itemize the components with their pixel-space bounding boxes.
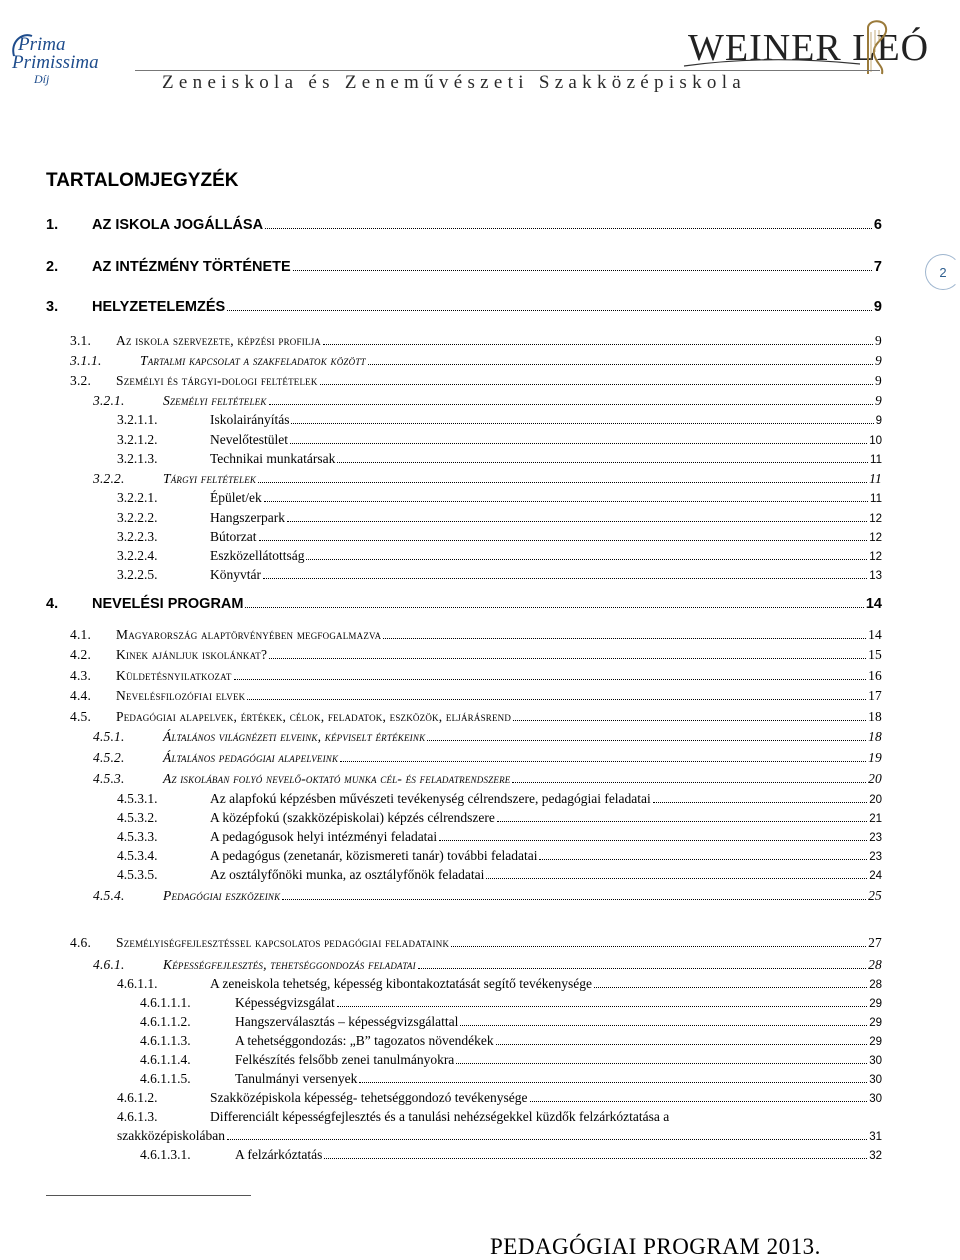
toc-entry[interactable]: [70, 627, 882, 643]
toc-entry-title: Épület/ek: [210, 490, 262, 505]
toc-entry-page: 9: [875, 353, 882, 368]
toc-entry-number: 3.2.2.5.: [117, 567, 158, 582]
toc-entry-title: Pedagógiai eszközeink: [163, 888, 281, 903]
toc-leader-dots: [451, 946, 866, 947]
toc-entry-page: 21: [869, 813, 882, 825]
toc-entry-title: Általános pedagógiai alapelveink: [163, 750, 339, 765]
toc-leader-dots: [539, 859, 867, 860]
toc-entry[interactable]: [93, 750, 882, 766]
toc-leader-dots: [245, 607, 863, 608]
toc-entry-page: 28: [869, 979, 882, 991]
toc-entry-page: 13: [869, 570, 882, 582]
toc-entry-title: Magyarország alaptörvényében megfogalmazva: [116, 627, 382, 642]
toc-entry-page: 29: [869, 1017, 882, 1029]
toc-entry[interactable]: [117, 867, 882, 883]
toc-entry[interactable]: [70, 373, 882, 389]
toc-entry[interactable]: [117, 1090, 882, 1106]
toc-entry-number: 3.2.1.3.: [117, 451, 158, 466]
toc-entry[interactable]: [117, 567, 882, 583]
toc-leader-dots: [324, 1158, 867, 1159]
toc-entry[interactable]: [140, 1147, 882, 1163]
toc-entry-page: 20: [869, 794, 882, 806]
toc-entry-title: Felkészítés felsőbb zenei tanulmányokra: [235, 1052, 455, 1067]
toc-entry[interactable]: [117, 976, 882, 992]
toc-entry[interactable]: [117, 1109, 882, 1125]
toc-entry-title: Küldetésnyilatkozat: [116, 668, 232, 683]
header-divider: [135, 70, 880, 71]
toc-entry[interactable]: [117, 791, 882, 807]
toc-entry-number: 4.6.1.1.5.: [140, 1071, 191, 1086]
toc-leader-dots: [234, 679, 867, 680]
toc-entry-page: 9: [873, 299, 882, 315]
svg-text:Primissima: Primissima: [12, 52, 99, 73]
toc-entry-number: 4.5.: [70, 709, 92, 724]
toc-entry-title: Szakközépiskola képesség- tehetséggondozó tevékenysége: [210, 1090, 528, 1105]
toc-entry-page: 30: [869, 1074, 882, 1086]
toc-entry-number: 3.2.1.1.: [117, 412, 158, 427]
toc-entry-number: 4.5.3.2.: [117, 810, 158, 825]
toc-entry[interactable]: [70, 688, 882, 704]
toc-entry[interactable]: [70, 668, 882, 684]
toc-entry-title: Nevelőtestület: [210, 432, 288, 447]
toc-leader-dots: [269, 404, 873, 405]
toc-entry-title: A pedagógusok helyi intézményi feladatai: [210, 829, 438, 844]
toc-entry[interactable]: [117, 432, 882, 448]
toc-entry-number: 4.5.3.1.: [117, 791, 158, 806]
toc-leader-dots: [247, 699, 866, 700]
footer-divider: [46, 1195, 251, 1196]
toc-entry-title: Differenciált képességfejlesztés és a tanulási nehézségekkel küzdők felzárkóztatása a: [210, 1109, 670, 1124]
toc-entry-title: Az alapfokú képzésben művészeti tevékenység célrendszere, pedagógiai feladatai: [210, 791, 651, 806]
toc-leader-dots: [291, 423, 873, 424]
toc-entry[interactable]: [93, 957, 882, 973]
toc-entry[interactable]: [46, 217, 882, 233]
toc-leader-dots: [497, 821, 867, 822]
toc-leader-dots: [512, 782, 866, 783]
toc-entry-title: Pedagógiai alapelvek, értékek, célok, feladatok, eszközök, eljárásrend: [116, 709, 512, 724]
toc-entry-title: AZ ISKOLA JOGÁLLÁSA: [92, 217, 264, 233]
toc-entry-title: A tehetséggondozás: „B” tagozatos növendékek: [235, 1033, 494, 1048]
toc-entry[interactable]: [117, 412, 882, 428]
toc-leader-dots: [265, 228, 872, 229]
toc-entry-number: 4.6.1.1.2.: [140, 1014, 191, 1029]
toc-leader-dots: [513, 720, 866, 721]
toc-entry-number: 4.6.1.3.1.: [140, 1147, 191, 1162]
toc-entry-number: 4.5.2.: [93, 750, 125, 765]
toc-entry-title: Személyiségfejlesztéssel kapcsolatos pedagógiai feladataink: [116, 935, 450, 950]
toc-entry-page: 9: [875, 415, 882, 427]
toc-entry-page: 7: [873, 259, 882, 275]
harp-icon: [858, 18, 892, 76]
toc-entry[interactable]: [117, 1128, 882, 1144]
toc-entry-number: 4.5.3.5.: [117, 867, 158, 882]
toc-entry-title: Tartalmi kapcsolat a szakfeladatok között: [140, 353, 366, 368]
toc-entry-page: 11: [869, 471, 882, 486]
toc-entry[interactable]: [93, 888, 882, 904]
toc-leader-dots: [337, 1006, 867, 1007]
toc-entry[interactable]: [117, 548, 882, 564]
toc-entry-number: 1.: [46, 217, 59, 233]
toc-entry-title: szakközépiskolában: [117, 1128, 225, 1143]
toc-leader-dots: [287, 521, 867, 522]
toc-leader-dots: [337, 462, 868, 463]
toc-entry-title: A középfokú (szakközépiskolai) képzés célrendszere: [210, 810, 495, 825]
toc-entry-title: Eszközellátottság: [210, 548, 305, 563]
toc-entry[interactable]: [117, 490, 882, 506]
toc-leader-dots: [263, 578, 867, 579]
toc-entry-page: 11: [870, 493, 882, 505]
toc-entry-title: Az iskola szervezete, képzési profilja: [116, 333, 322, 348]
toc-entry-number: 4.6.1.2.: [117, 1090, 158, 1105]
toc-entry-number: 4.6.1.1.4.: [140, 1052, 191, 1067]
toc-entry-title: Az iskolában folyó nevelő-oktató munka cél- és feladatrendszere: [163, 771, 511, 786]
toc-entry-page: 9: [875, 373, 882, 388]
toc-entry-title: Hangszerválasztás – képességvizsgálattal: [235, 1014, 459, 1029]
toc-entry-title: AZ INTÉZMÉNY TÖRTÉNETE: [92, 259, 291, 275]
toc-entry-number: 4.2.: [70, 647, 92, 662]
toc-entry-number: 3.: [46, 299, 59, 315]
school-name: Zeneiskola és Zeneművészeti Szakközépiskola: [162, 72, 747, 93]
toc-entry-page: 11: [870, 454, 882, 466]
toc-entry[interactable]: [70, 647, 882, 663]
toc-entry-title: Iskolairányítás: [210, 412, 290, 427]
toc-entry[interactable]: [93, 729, 882, 745]
toc-leader-dots: [269, 658, 866, 659]
toc-entry[interactable]: [117, 529, 882, 545]
toc-entry-number: 4.6.1.1.: [117, 976, 158, 991]
toc-leader-dots: [653, 802, 867, 803]
toc-entry-number: 4.5.3.3.: [117, 829, 158, 844]
document-title: TARTALOMJEGYZÉK: [46, 170, 239, 191]
toc-leader-dots: [227, 1139, 867, 1140]
toc-entry-number: 4.6.1.1.3.: [140, 1033, 191, 1048]
toc-entry-page: 29: [869, 1036, 882, 1048]
toc-entry-title: Nevelésfilozófiai elvek: [116, 688, 246, 703]
toc-leader-dots: [418, 968, 866, 969]
toc-entry-number: 4.5.3.: [93, 771, 125, 786]
toc-leader-dots: [258, 482, 867, 483]
toc-entry[interactable]: [46, 596, 882, 612]
toc-entry-title: HELYZETELEMZÉS: [92, 299, 226, 315]
toc-entry[interactable]: [140, 995, 882, 1011]
toc-entry-page: 14: [868, 627, 882, 642]
toc-entry-title: A pedagógus (zenetanár, közismereti tanár) további feladatai: [210, 848, 538, 863]
toc-entry[interactable]: [46, 299, 882, 315]
toc-entry-page: 16: [868, 668, 882, 683]
toc-entry-page: 25: [868, 888, 882, 903]
toc-entry-number: 4.6.1.3.: [117, 1109, 158, 1124]
toc-entry[interactable]: [117, 510, 882, 526]
toc-entry[interactable]: [70, 333, 882, 349]
weiner-leo-logo: WEINER LEÓ: [688, 26, 929, 70]
toc-entry-number: 3.2.2.1.: [117, 490, 158, 505]
toc-entry-title: Képességfejlesztés, tehetséggondozás feladatai: [163, 957, 416, 972]
toc-entry-title: Általános világnézeti elveink, képviselt értékeink: [163, 729, 426, 744]
toc-entry-number: 3.2.2.3.: [117, 529, 158, 544]
toc-entry-page: 19: [868, 750, 882, 765]
toc-entry-page: 30: [869, 1093, 882, 1105]
toc-entry-number: 3.2.1.: [93, 393, 125, 408]
toc-leader-dots: [594, 987, 867, 988]
toc-leader-dots: [496, 1044, 868, 1045]
svg-text:Díj: Díj: [34, 72, 50, 86]
toc-entry[interactable]: [140, 1071, 882, 1087]
toc-entry-page: 15: [868, 647, 882, 662]
toc-entry-page: 20: [868, 771, 882, 786]
toc-leader-dots: [340, 761, 866, 762]
toc-entry-page: 23: [869, 832, 882, 844]
toc-leader-dots: [439, 840, 867, 841]
toc-entry-number: 4.5.1.: [93, 729, 125, 744]
toc-entry-title: Tanulmányi versenyek: [235, 1071, 358, 1086]
toc-entry[interactable]: [140, 1033, 882, 1049]
toc-entry-title: Könyvtár: [210, 567, 261, 582]
toc-entry-page: 9: [875, 393, 882, 408]
toc-entry[interactable]: [93, 471, 882, 487]
toc-entry-page: 12: [869, 513, 882, 525]
toc-entry-number: 4.: [46, 596, 59, 612]
toc-entry[interactable]: [140, 1014, 882, 1030]
toc-entry-title: NEVELÉSI PROGRAM: [92, 596, 244, 612]
toc-entry-number: 4.4.: [70, 688, 92, 703]
toc-leader-dots: [282, 899, 866, 900]
toc-entry-number: 3.1.1.: [70, 353, 102, 368]
toc-leader-dots: [320, 384, 873, 385]
toc-entry[interactable]: [93, 771, 882, 787]
toc-entry-number: 4.6.: [70, 935, 92, 950]
toc-leader-dots: [323, 344, 873, 345]
toc-leader-dots: [368, 364, 873, 365]
toc-entry-number: 4.5.3.4.: [117, 848, 158, 863]
toc-entry-number: 4.6.1.1.1.: [140, 995, 191, 1010]
toc-leader-dots: [227, 310, 872, 311]
toc-entry[interactable]: [117, 848, 882, 864]
toc-entry-page: 12: [869, 551, 882, 563]
toc-entry-page: 9: [875, 333, 882, 348]
toc-leader-dots: [486, 878, 867, 879]
toc-entry-page: 31: [869, 1131, 882, 1143]
toc-entry-number: 3.2.: [70, 373, 92, 388]
toc-entry[interactable]: [70, 709, 882, 725]
toc-entry-title: Technikai munkatársak: [210, 451, 336, 466]
toc-leader-dots: [264, 501, 868, 502]
toc-leader-dots: [456, 1063, 867, 1064]
toc-entry-title: Bútorzat: [210, 529, 257, 544]
toc-leader-dots: [290, 443, 867, 444]
toc-entry-page: 32: [869, 1150, 882, 1162]
toc-entry-title: Személyi és tárgyi-dologi feltételek: [116, 373, 318, 388]
toc-entry-number: 4.3.: [70, 668, 92, 683]
toc-entry-number: 3.1.: [70, 333, 92, 348]
toc-entry-page: 30: [869, 1055, 882, 1067]
toc-entry[interactable]: [93, 393, 882, 409]
toc-leader-dots: [383, 638, 866, 639]
toc-entry-page: 24: [869, 870, 882, 882]
toc-entry[interactable]: [117, 451, 882, 467]
toc-entry[interactable]: [140, 1052, 882, 1068]
svg-text:Prima: Prima: [18, 34, 66, 55]
page-number: 2: [925, 254, 960, 290]
toc-entry-page: 29: [869, 998, 882, 1010]
toc-entry-number: 4.1.: [70, 627, 92, 642]
toc-entry-page: 10: [869, 435, 882, 447]
toc-entry-number: 4.5.4.: [93, 888, 125, 903]
toc-entry-title: Kinek ajánljuk iskolánkat?: [116, 647, 268, 662]
toc-entry-number: 3.2.2.4.: [117, 548, 158, 563]
toc-entry-title: Tárgyi feltételek: [163, 471, 257, 486]
toc-entry-page: 14: [865, 596, 882, 612]
prima-primissima-logo: [8, 28, 113, 88]
toc-entry-title: A zeneiskola tehetség, képesség kibontakoztatását segítő tevékenysége: [210, 976, 592, 991]
toc-entry-number: 3.2.1.2.: [117, 432, 158, 447]
toc-entry-page: 27: [868, 935, 882, 950]
toc-entry-page: 18: [868, 729, 882, 744]
toc-leader-dots: [306, 559, 867, 560]
toc-entry-page: 23: [869, 851, 882, 863]
toc-entry-page: 28: [868, 957, 882, 972]
footer-title: PEDAGÓGIAI PROGRAM 2013.: [490, 1234, 821, 1259]
toc-entry[interactable]: [70, 935, 882, 951]
toc-leader-dots: [359, 1082, 867, 1083]
toc-entry-number: 3.2.2.: [93, 471, 125, 486]
toc-entry-title: Személyi feltételek: [163, 393, 267, 408]
toc-entry-page: 18: [868, 709, 882, 724]
toc-leader-dots: [427, 740, 866, 741]
toc-entry-title: Képességvizsgálat: [235, 995, 335, 1010]
toc-entry[interactable]: [70, 353, 882, 369]
toc-entry-page: 17: [868, 688, 882, 703]
toc-entry-number: 4.6.1.: [93, 957, 125, 972]
toc-entry[interactable]: [117, 810, 882, 826]
toc-leader-dots: [530, 1101, 868, 1102]
toc-entry-title: Az osztályfőnöki munka, az osztályfőnök feladatai: [210, 867, 485, 882]
toc-entry-number: 2.: [46, 259, 59, 275]
toc-entry-page: 6: [873, 217, 882, 233]
toc-entry[interactable]: [46, 259, 882, 275]
toc-entry-title: A felzárkóztatás: [235, 1147, 323, 1162]
toc-entry-title: Hangszerpark: [210, 510, 285, 525]
toc-leader-dots: [259, 540, 868, 541]
toc-entry-number: 3.2.2.2.: [117, 510, 158, 525]
toc-leader-dots: [460, 1025, 867, 1026]
toc-entry[interactable]: [117, 829, 882, 845]
toc-leader-dots: [293, 270, 872, 271]
toc-entry-page: 12: [869, 532, 882, 544]
